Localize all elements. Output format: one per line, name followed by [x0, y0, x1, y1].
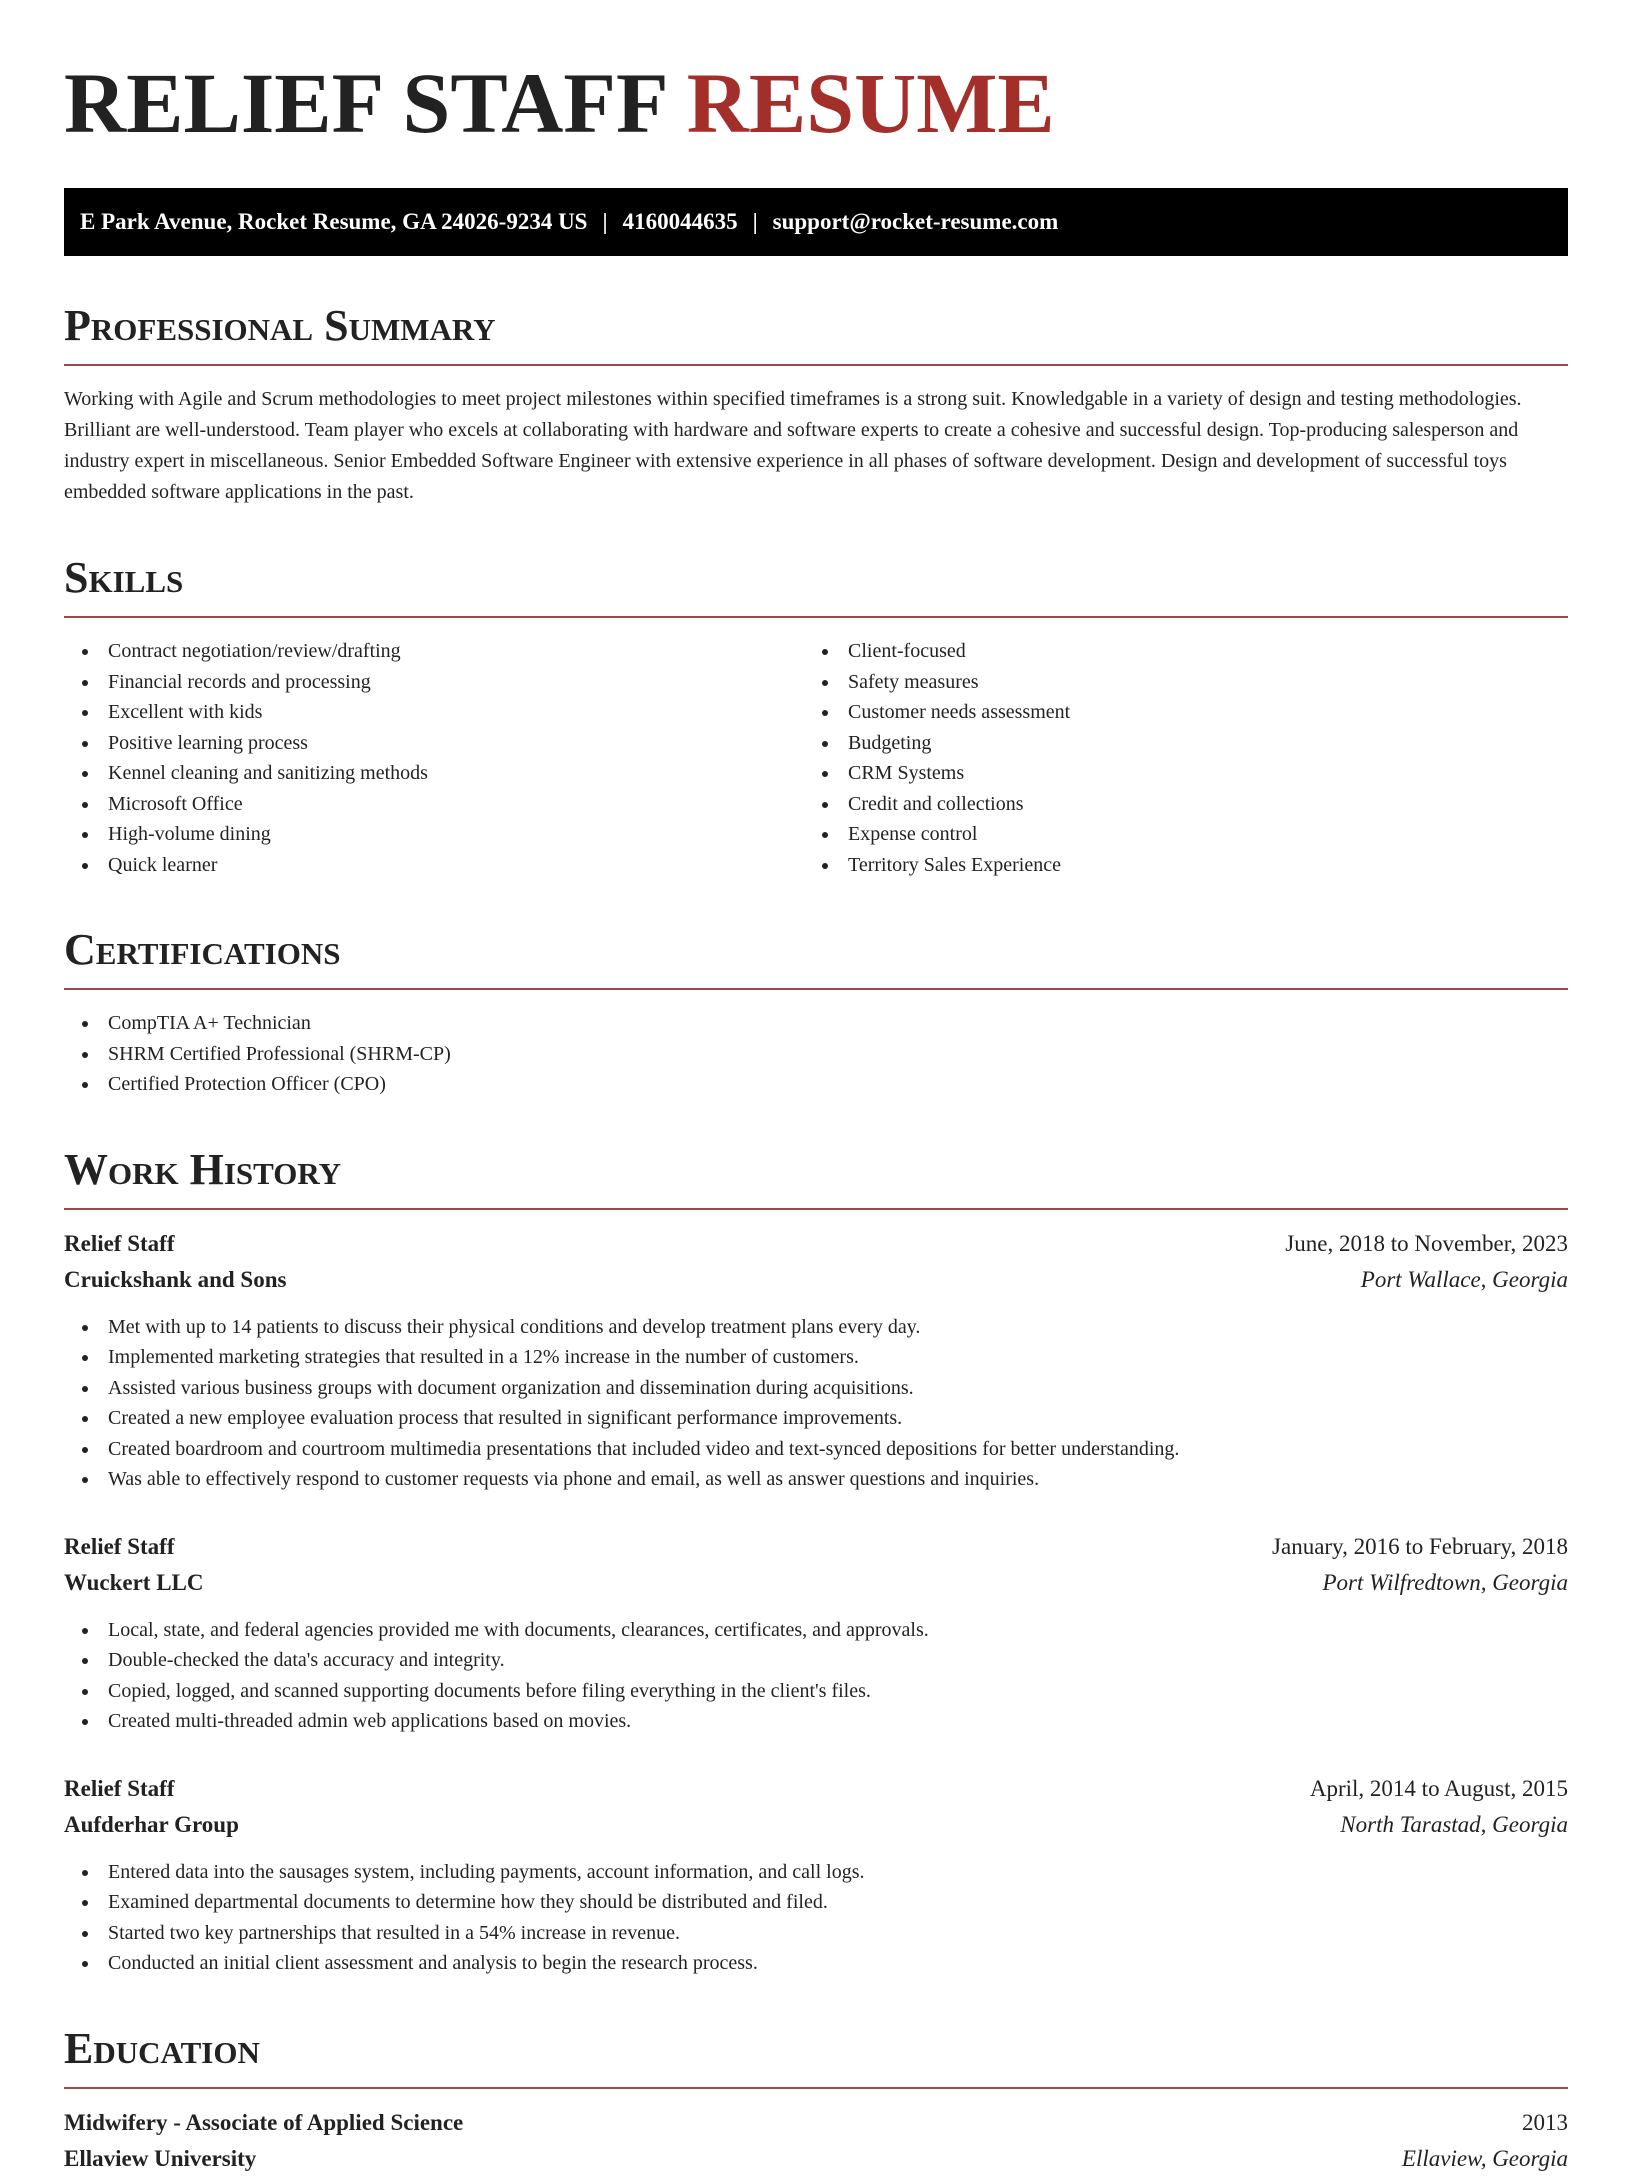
- job-title: Relief Staff: [64, 1230, 175, 1256]
- education-entry: [64, 2105, 1568, 2177]
- job-bullets: [64, 1615, 1568, 1737]
- job-entry: [64, 1771, 1568, 1979]
- job-company: Aufderhar Group: [64, 1811, 239, 1837]
- section-divider: [64, 2087, 1568, 2089]
- job-company: Wuckert LLC: [64, 1569, 204, 1595]
- job-header: [64, 1771, 1568, 1843]
- job-title: Relief Staff: [64, 1775, 175, 1801]
- job-bullet: Assisted various business groups with document organization and dissemination during acquisitions.: [64, 1373, 1568, 1404]
- job-bullet: Started two key partnerships that resulted in a 54% increase in revenue.: [64, 1918, 1568, 1949]
- job-bullet: Created boardroom and courtroom multimedia presentations that included video and text-synced depositions for better understanding.: [64, 1434, 1568, 1465]
- section-divider: [64, 616, 1568, 618]
- job-bullets: [64, 1312, 1568, 1495]
- certifications-heading: Certifications: [64, 925, 341, 974]
- contact-separator: |: [602, 209, 608, 234]
- section-divider: [64, 988, 1568, 990]
- contact-email: support@rocket-resume.com: [772, 209, 1059, 234]
- skills-list-left: [64, 636, 804, 880]
- job-bullet: Created a new employee evaluation process that resulted in significant performance improvements.: [64, 1403, 1568, 1434]
- education-section: [64, 2023, 1568, 2177]
- work-history-heading: Work History: [64, 1144, 342, 1194]
- contact-address: E Park Avenue, Rocket Resume, GA 24026-9234 US: [80, 209, 588, 234]
- job-bullet: Conducted an initial client assessment and analysis to begin the research process.: [64, 1948, 1568, 1979]
- job-header: [64, 1529, 1568, 1601]
- job-location: Port Wilfredtown, Georgia: [1322, 1569, 1568, 1595]
- summary-text: Working with Agile and Scrum methodologies to meet project milestones within specified timeframes is a strong suit. Knowledgable in a variety of design and testing methodologies. Brilliant are well-understood. Team player who excels at collaborating with hardware and software experts to create a cohesive and successful design. Top-producing salesperson and industry expert in miscellaneous. Senior Embedded Software Engineer with extensive experience in all phases of software development. Design and development of successful toys embedded software applications in the past.: [64, 388, 1522, 503]
- skill-item: Kennel cleaning and sanitizing methods: [64, 758, 804, 789]
- job-entry: [64, 1529, 1568, 1737]
- job-location: North Tarastad, Georgia: [1340, 1811, 1568, 1837]
- education-degree: Midwifery - Associate of Applied Science: [64, 2109, 464, 2135]
- certification-item: Certified Protection Officer (CPO): [64, 1069, 1568, 1100]
- certifications-list: [64, 1008, 1568, 1100]
- title-resume-word: RESUME: [686, 55, 1055, 151]
- job-bullet: Created multi-threaded admin web applications based on movies.: [64, 1706, 1568, 1737]
- job-bullet: Local, state, and federal agencies provided me with documents, clearances, certificates, and approvals.: [64, 1615, 1568, 1646]
- section-divider: [64, 1208, 1568, 1210]
- skill-item: Financial records and processing: [64, 667, 804, 698]
- job-bullet: Was able to effectively respond to customer requests via phone and email, as well as answer questions and inquiries.: [64, 1464, 1568, 1495]
- certification-item: SHRM Certified Professional (SHRM-CP): [64, 1039, 1568, 1070]
- skill-item: Territory Sales Experience: [804, 850, 1544, 881]
- skill-item: Contract negotiation/review/drafting: [64, 636, 804, 667]
- job-title: Relief Staff: [64, 1533, 175, 1559]
- skills-heading: Skills: [64, 553, 184, 602]
- skill-item: High-volume dining: [64, 819, 804, 850]
- job-dates: April, 2014 to August, 2015: [1309, 1775, 1568, 1801]
- skill-item: Positive learning process: [64, 728, 804, 759]
- job-bullet: Copied, logged, and scanned supporting documents before filing everything in the client's files.: [64, 1676, 1568, 1707]
- contact-bar: [64, 188, 1568, 256]
- job-entry: [64, 1226, 1568, 1495]
- skill-item: Expense control: [804, 819, 1544, 850]
- education-heading: Education: [64, 2023, 260, 2073]
- job-bullet: Entered data into the sausages system, including payments, account information, and call logs.: [64, 1857, 1568, 1888]
- job-bullet: Examined departmental documents to determine how they should be distributed and filed.: [64, 1887, 1568, 1918]
- education-school: Ellaview University: [64, 2145, 257, 2171]
- skill-item: Credit and collections: [804, 789, 1544, 820]
- skill-item: Microsoft Office: [64, 789, 804, 820]
- job-bullet: Implemented marketing strategies that resulted in a 12% increase in the number of customers.: [64, 1342, 1568, 1373]
- certification-item: CompTIA A+ Technician: [64, 1008, 1568, 1039]
- skill-item: Excellent with kids: [64, 697, 804, 728]
- title-role: RELIEF STAFF: [64, 55, 666, 151]
- skills-list-right: [804, 636, 1544, 880]
- skills-section: [64, 553, 1568, 880]
- job-dates: January, 2016 to February, 2018: [1272, 1533, 1568, 1559]
- section-divider: [64, 364, 1568, 366]
- resume-title: [64, 55, 1568, 151]
- job-location: Port Wallace, Georgia: [1360, 1266, 1568, 1292]
- skill-item: Quick learner: [64, 850, 804, 881]
- job-bullet: Met with up to 14 patients to discuss their physical conditions and develop treatment plans every day.: [64, 1312, 1568, 1343]
- job-company: Cruickshank and Sons: [64, 1266, 287, 1292]
- skill-item: Safety measures: [804, 667, 1544, 698]
- contact-separator: |: [752, 209, 758, 234]
- skills-grid: [64, 636, 1568, 880]
- education-year: 2013: [1522, 2109, 1568, 2135]
- job-bullets: [64, 1857, 1568, 1979]
- skill-item: CRM Systems: [804, 758, 1544, 789]
- certifications-section: [64, 925, 1568, 1100]
- skill-item: Customer needs assessment: [804, 697, 1544, 728]
- skill-item: Budgeting: [804, 728, 1544, 759]
- work-history-section: [64, 1144, 1568, 1979]
- skill-item: Client-focused: [804, 636, 1544, 667]
- contact-phone: 4160044635: [622, 209, 738, 234]
- job-dates: June, 2018 to November, 2023: [1285, 1230, 1568, 1256]
- education-location: Ellaview, Georgia: [1401, 2145, 1568, 2171]
- job-header: [64, 1226, 1568, 1298]
- summary-section: [64, 301, 1568, 508]
- summary-heading: Professional Summary: [64, 301, 496, 350]
- job-bullet: Double-checked the data's accuracy and integrity.: [64, 1645, 1568, 1676]
